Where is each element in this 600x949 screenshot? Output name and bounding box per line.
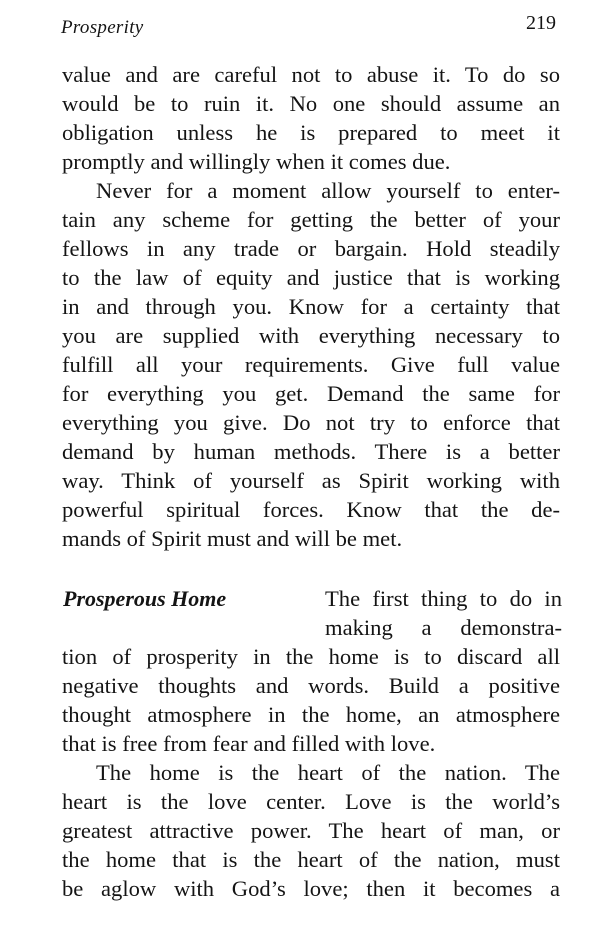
text-line: mands of Spirit must and will be met. xyxy=(62,526,403,551)
text-line: would be to ruin it. No one should assume an xyxy=(62,91,560,116)
text-line: tain any scheme for getting the better of your xyxy=(62,207,560,232)
text-line: greatest attractive power. The heart of man, or xyxy=(62,818,560,843)
text-line: negative thoughts and words. Build a positive xyxy=(62,673,560,698)
text-line: tion of prosperity in the home is to discard all xyxy=(62,644,560,669)
text-line: fellows in any trade or bargain. Hold steadily xyxy=(62,236,560,261)
text-line: everything you give. Do not try to enforce that xyxy=(62,410,560,435)
text-line: The home is the heart of the nation. The xyxy=(96,760,560,785)
text-line: promptly and willingly when it comes due. xyxy=(62,149,451,174)
text-line: heart is the love center. Love is the world’s xyxy=(62,789,560,814)
text-line: be aglow with God’s love; then it becomes a xyxy=(62,876,560,901)
running-head: Prosperity xyxy=(61,17,144,38)
text-line: making a demonstra- xyxy=(325,615,562,640)
text-line: obligation unless he is prepared to meet it xyxy=(62,120,560,145)
section-heading: Prosperous Home xyxy=(63,586,227,611)
page-number: 219 xyxy=(526,12,556,34)
text-line: Never for a moment allow yourself to enter- xyxy=(96,178,560,203)
text-line: value and are careful not to abuse it. To do so xyxy=(62,62,560,87)
text-line: for everything you get. Demand the same for xyxy=(62,381,560,406)
text-line: in and through you. Know for a certainty that xyxy=(62,294,560,319)
text-line: the home that is the heart of the nation, must xyxy=(62,847,560,872)
text-line: fulfill all your requirements. Give full value xyxy=(62,352,560,377)
text-line: demand by human methods. There is a better xyxy=(62,439,560,464)
text-line: to the law of equity and justice that is working xyxy=(62,265,560,290)
text-line: The first thing to do in xyxy=(325,586,562,611)
text-line: you are supplied with everything necessary to xyxy=(62,323,560,348)
text-line: powerful spiritual forces. Know that the de- xyxy=(62,497,560,522)
text-line: way. Think of yourself as Spirit working with xyxy=(62,468,560,493)
text-line: that is free from fear and filled with love. xyxy=(62,731,436,756)
text-line: thought atmosphere in the home, an atmosphere xyxy=(62,702,560,727)
